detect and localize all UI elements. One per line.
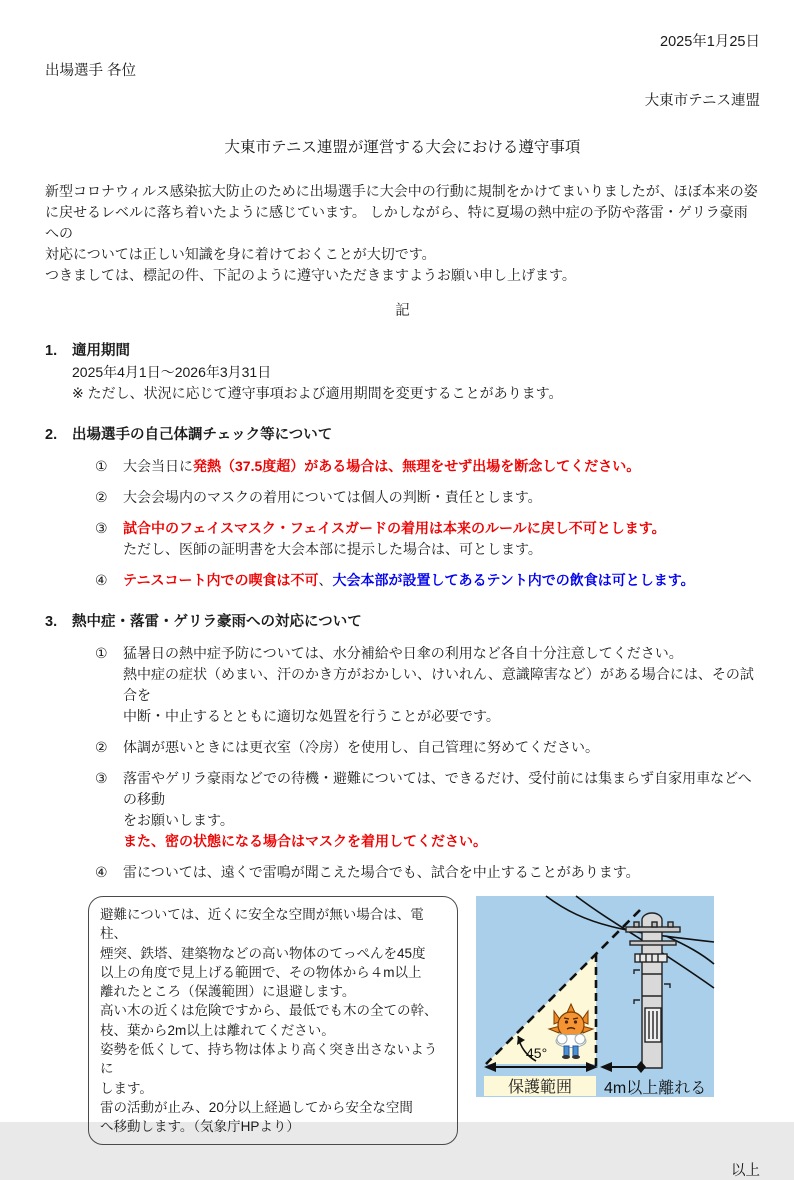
red-emphasis: また、密の状態になる場合はマスクを着用してください。	[123, 833, 487, 849]
red-emphasis: 発熱（37.5度超）がある場合は、無理をせず出場を断念してください。	[193, 458, 641, 474]
item-separator: 、	[318, 572, 333, 588]
section-heading-text: 熱中症・落雷・ゲリラ豪雨への対応について	[72, 614, 362, 630]
item-marker: ④	[95, 572, 108, 588]
sender-line: 大東市テニス連盟	[644, 93, 760, 109]
item-marker: ②	[95, 489, 108, 505]
note-line: 姿勢を低くして、持ち物は体より高く突き出さないように	[100, 1042, 438, 1077]
item-text: 雷については、遠くで雷鳴が聞こえた場合でも、試合を中止することがあります。	[123, 864, 640, 880]
item-marker: ③	[95, 770, 108, 786]
note-line: 枝、葉から2m以上は離れてください。	[100, 1022, 335, 1038]
item-text	[123, 518, 760, 560]
item-marker: ①	[95, 645, 108, 661]
item-text	[123, 570, 760, 591]
section-heatstroke-lightning	[45, 612, 760, 883]
document-date: 2025年1月25日	[660, 34, 760, 50]
section-number: 2.	[45, 427, 58, 443]
section-number: 3.	[45, 614, 58, 630]
intro-line: 新型コロナウィルス感染拡大防止のために出場選手に大会中の行動に規制をかけてまいりましたが、ほぼ本来の姿	[45, 183, 758, 199]
section-heading-text: 適用期間	[72, 343, 130, 359]
note-line: します。	[100, 1080, 153, 1096]
section-heading	[45, 425, 760, 446]
list-item	[95, 643, 760, 727]
list-item	[95, 737, 760, 758]
intro-line: 対応については正しい知識を身に着けておくことが大切です。	[45, 246, 436, 262]
list-item	[95, 487, 760, 508]
list-item	[95, 768, 760, 852]
red-emphasis: 試合中のフェイスマスク・フェイスガードの着用は本来のルールに戻し不可とします。	[123, 520, 666, 536]
protection-range-label: 保護範囲	[507, 1079, 573, 1096]
note-line: 煙突、鉄塔、建築物などの高い物体のてっぺんを45度	[100, 945, 426, 961]
note-text: ※ ただし、状況に応じて遵守事項および適用期間を変更することがあります。	[72, 385, 563, 401]
recipient-line: 出場選手 各位	[45, 63, 137, 79]
note-line: 高い木の近くは危険ですから、最低でも木の全ての幹、	[100, 1003, 438, 1019]
note-line: 以上の角度で見上げる範囲で、その物体から４m以上	[100, 964, 422, 980]
section-body	[72, 362, 760, 404]
item-marker: ③	[95, 520, 108, 536]
item-marker: ②	[95, 739, 108, 755]
item-line: 落雷やゲリラ豪雨などでの待機・避難については、できるだけ、受付前には集まらず自家用車などへの移動	[123, 770, 752, 807]
item-marker: ①	[95, 458, 108, 474]
distance-label: 4m以上離れる	[604, 1080, 707, 1097]
lightning-safety-diagram	[476, 896, 714, 1097]
item-text: 体調が悪いときには更衣室（冷房）を使用し、自己管理に努めてください。	[123, 739, 599, 755]
note-line: 離れたところ（保護範囲）に退避します。	[100, 984, 356, 1000]
section-heading	[45, 341, 760, 362]
item-line: をお願いします。	[123, 812, 234, 828]
intro-line: つきましては、標記の件、下記のように遵守いただきますようお願い申し上げます。	[45, 267, 576, 283]
red-emphasis: テニスコート内での喫食は不可	[123, 572, 319, 588]
intro-paragraph	[45, 181, 760, 286]
evacuation-row	[88, 896, 760, 1145]
note-line: 雷の活動が止み、20分以上経過してから安全な空間	[100, 1099, 413, 1115]
item-line: 熱中症の症状（めまい、汗のかき方がおかしい、けいれん、意識障害など）がある場合には、その試合を	[123, 666, 754, 703]
item-text-black: 大会当日に	[123, 458, 193, 474]
section-self-health-check	[45, 425, 760, 591]
list-item	[95, 456, 760, 477]
angle-label: 45°	[526, 1045, 548, 1061]
item-text	[123, 456, 760, 477]
note-line: へ移動します。（気象庁HPより）	[100, 1119, 300, 1135]
blue-emphasis: 大会本部が設置してあるテント内での飲食は可とします。	[332, 572, 695, 588]
item-line	[123, 456, 760, 477]
intro-line: に戻せるレベルに落ち着いたように感じています。 しかしながら、特に夏場の熱中症の予防や落雷・ゲリラ豪雨への	[45, 204, 748, 241]
item-text: 大会会場内のマスクの着用については個人の判断・責任とします。	[123, 489, 542, 505]
evacuation-note-box	[88, 896, 458, 1145]
period-text: 2025年4月1日～2026年3月31日	[72, 364, 272, 380]
document-title: 大東市テニス連盟が運営する大会における遵守事項	[224, 139, 581, 156]
closing-text: 以上	[731, 1162, 760, 1179]
record-mark: 記	[395, 303, 410, 319]
section-number: 1.	[45, 343, 58, 359]
section-heading	[45, 612, 760, 633]
item-line: 中断・中止するとともに適切な処置を行うことが必要です。	[123, 708, 500, 724]
section-heading-text: 出場選手の自己体調チェック等について	[72, 427, 333, 443]
item-text	[123, 768, 760, 852]
section-applicable-period	[45, 341, 760, 404]
item-line: 猛暑日の熱中症予防については、水分補給や日傘の利用など各自十分注意してください。	[123, 645, 683, 661]
item-text	[123, 643, 760, 727]
list-item	[95, 570, 760, 591]
item-marker: ④	[95, 864, 108, 880]
item-subline: ただし、医師の証明書を大会本部に提示した場合は、可とします。	[123, 541, 542, 557]
note-line: 避難については、近くに安全な空間が無い場合は、電柱、	[100, 907, 424, 942]
list-item	[95, 862, 760, 883]
list-item	[95, 518, 760, 560]
